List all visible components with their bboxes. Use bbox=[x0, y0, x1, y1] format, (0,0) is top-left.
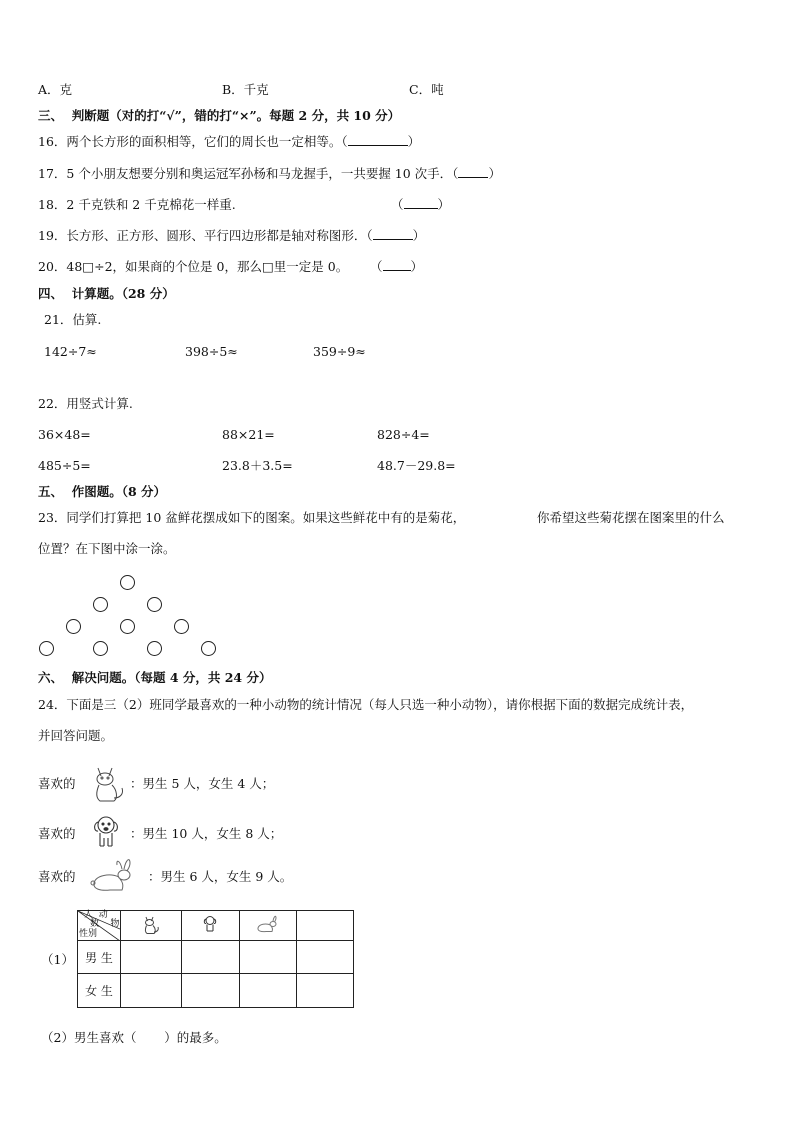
table-cell[interactable] bbox=[297, 941, 354, 974]
question-20-bracket: （ ） bbox=[370, 259, 424, 274]
question-18-bracket: （ ） bbox=[391, 197, 451, 212]
flower-circle[interactable] bbox=[147, 641, 162, 656]
option-a: A．克 bbox=[38, 82, 73, 97]
option-b: B．千克 bbox=[222, 82, 269, 97]
table-header-dog bbox=[182, 911, 240, 941]
section-5-heading: 五、 作图题。（8 分） bbox=[38, 484, 167, 499]
likes-text: ：男生 6 人，女生 9 人。 bbox=[148, 869, 293, 884]
table-cell[interactable] bbox=[182, 974, 240, 1008]
question-23-line1b: 你希望这些菊花摆在图案里的什么 bbox=[537, 510, 725, 525]
question-16: 16．两个长方形的面积相等，它们的周长也一定相等。（ ） bbox=[38, 134, 421, 149]
cat-icon bbox=[86, 760, 130, 804]
answer-blank[interactable] bbox=[373, 228, 413, 240]
table-cell[interactable] bbox=[240, 941, 297, 974]
rabbit-icon bbox=[254, 914, 282, 934]
dog-icon bbox=[201, 913, 221, 935]
likes-text: ：男生 10 人，女生 8 人； bbox=[130, 826, 283, 841]
calc-item: 23.8＋3.5= bbox=[222, 458, 293, 473]
question-20: 20．48□÷2，如果商的个位是 0，那么□里一定是 0。 bbox=[38, 259, 349, 274]
flower-circle[interactable] bbox=[39, 641, 54, 656]
answer-blank[interactable] bbox=[458, 166, 488, 178]
flower-circle[interactable] bbox=[147, 597, 162, 612]
table-cell[interactable] bbox=[240, 974, 297, 1008]
flower-circle[interactable] bbox=[120, 619, 135, 634]
calc-item: 485÷5= bbox=[38, 458, 91, 473]
table-header-cell: 人 动 数 物 性别 bbox=[79, 910, 120, 939]
answer-blank[interactable] bbox=[404, 197, 438, 209]
flower-circle[interactable] bbox=[93, 597, 108, 612]
likes-prefix: 喜欢的 bbox=[38, 826, 76, 841]
table-cell[interactable] bbox=[297, 974, 354, 1008]
dog-icon bbox=[88, 812, 128, 852]
table-cell[interactable] bbox=[121, 974, 182, 1008]
question-23-line1: 23．同学们打算把 10 盆鲜花摆成如下的图案。如果这些鲜花中有的是菊花， bbox=[38, 510, 466, 525]
flower-circle[interactable] bbox=[174, 619, 189, 634]
calc-item: 88×21= bbox=[222, 427, 275, 442]
estimate-item: 359÷9≈ bbox=[313, 344, 366, 359]
option-c: C．吨 bbox=[409, 82, 444, 97]
flower-circle[interactable] bbox=[93, 641, 108, 656]
flower-circle[interactable] bbox=[66, 619, 81, 634]
question-19: 19．长方形、正方形、圆形、平行四边形都是轴对称图形．（ ） bbox=[38, 228, 426, 243]
stats-table bbox=[77, 910, 354, 1008]
table-header-rabbit bbox=[240, 911, 297, 941]
question-22: 22．用竖式计算. bbox=[38, 396, 133, 411]
likes-prefix: 喜欢的 bbox=[38, 776, 76, 791]
answer-blank[interactable] bbox=[348, 134, 408, 146]
likes-prefix: 喜欢的 bbox=[38, 869, 76, 884]
flower-circle[interactable] bbox=[120, 575, 135, 590]
table-cell[interactable] bbox=[121, 941, 182, 974]
likes-text: ：男生 5 人，女生 4 人； bbox=[130, 776, 275, 791]
question-18: 18．2 千克铁和 2 千克棉花一样重. bbox=[38, 197, 236, 212]
cat-icon bbox=[140, 912, 162, 936]
question-24-line1: 24．下面是三（2）班同学最喜欢的一种小动物的统计情况（每人只选一种小动物），请你根据下面的数据完成统计表， bbox=[38, 697, 694, 712]
calc-item: 36×48= bbox=[38, 427, 91, 442]
row-label-girls: 女 生 bbox=[78, 974, 121, 1008]
table-header-cat bbox=[121, 911, 182, 941]
section-4-heading: 四、 计算题。（28 分） bbox=[38, 286, 175, 301]
flower-circle[interactable] bbox=[201, 641, 216, 656]
question-21: 21．估算. bbox=[44, 312, 102, 327]
question-24-line2: 并回答问题。 bbox=[38, 728, 114, 743]
question-24-2: （2）男生喜欢（ ）的最多。 bbox=[41, 1030, 227, 1045]
table-header-empty bbox=[297, 911, 354, 941]
estimate-item: 398÷5≈ bbox=[185, 344, 238, 359]
rabbit-icon bbox=[86, 855, 142, 895]
table-label: （1） bbox=[41, 952, 74, 967]
calc-item: 828÷4= bbox=[377, 427, 430, 442]
section-6-heading: 六、 解决问题。（每题 4 分，共 24 分） bbox=[38, 670, 272, 685]
calc-item: 48.7－29.8= bbox=[377, 458, 456, 473]
question-17: 17．5 个小朋友想要分别和奥运冠军孙杨和马龙握手，一共要握 10 次手．（ ） bbox=[38, 166, 501, 181]
row-label-boys: 男 生 bbox=[78, 941, 121, 974]
estimate-item: 142÷7≈ bbox=[44, 344, 97, 359]
question-23-line2: 位置？在下图中涂一涂。 bbox=[38, 541, 176, 556]
answer-blank[interactable] bbox=[383, 259, 411, 271]
table-cell[interactable] bbox=[182, 941, 240, 974]
section-3-heading: 三、 判断题（对的打“√”，错的打“×”。每题 2 分，共 10 分） bbox=[38, 108, 401, 123]
